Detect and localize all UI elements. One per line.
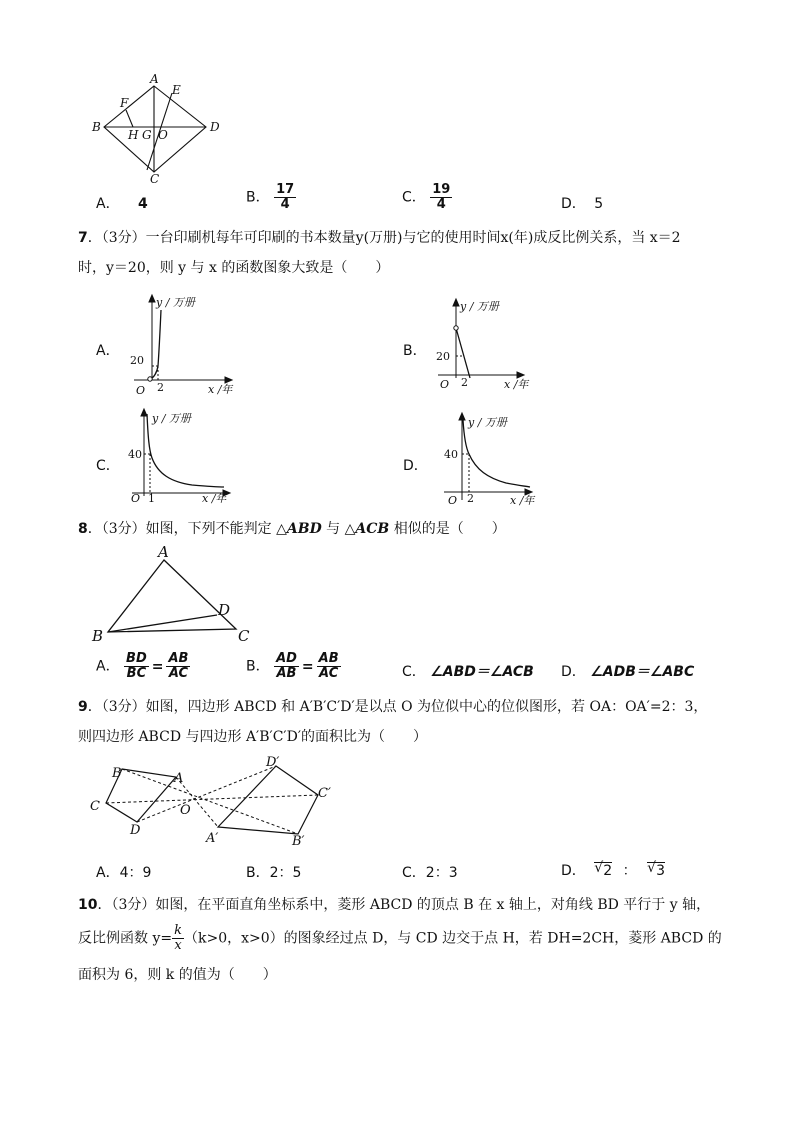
q9-option-a[interactable]: A．4：9 [96, 865, 152, 881]
svg-text:A: A [158, 544, 169, 561]
point-g-label: G [142, 128, 152, 142]
svg-text:D′: D′ [266, 755, 280, 770]
svg-text:40: 40 [128, 448, 142, 461]
fraction: $\frac{BD}{BC}$ [126, 651, 147, 681]
svg-text:O: O [180, 803, 191, 818]
sqrt-2: √ 2 [594, 860, 613, 879]
fraction: $\frac{AB}{AC}$ [168, 651, 189, 681]
svg-text:D: D [218, 601, 231, 619]
q9-option-c[interactable]: C．2：3 [402, 865, 458, 881]
svg-text:A′: A′ [206, 831, 219, 846]
q7-stem-line1: 7．（3分）一台印刷机每年可印刷的书本数量y(万册)与它的使用时间x(年)成反比例关系，当 x＝2 [78, 230, 681, 246]
q8-stem: 8．（3分）如图，下列不能判定 △ABD 与 △ACB 相似的是（ ） [78, 521, 506, 537]
svg-text:2: 2 [461, 376, 468, 389]
q7-option-a-label[interactable]: A． [96, 343, 120, 359]
svg-text:y / 万册: y / 万册 [460, 300, 499, 313]
q10-stem-line2: 反比例函数 y= $\frac{k}{x}$ （k>0，x>0）的图象经过点 D，与 CD 边交于点 H，若 DH=2CH，菱形 ABCD 的 [78, 923, 722, 953]
svg-text:x /年: x /年 [202, 492, 227, 505]
svg-text:C: C [90, 799, 100, 814]
svg-text:B: B [112, 766, 122, 781]
svg-text:O: O [136, 384, 146, 396]
svg-text:O: O [440, 378, 450, 391]
svg-text:B: B [92, 627, 104, 645]
svg-text:C′: C′ [318, 786, 331, 801]
q7-option-b-label[interactable]: B． [403, 343, 427, 359]
q8-option-a[interactable]: A． $\frac{BD}{BC}$ = $\frac{AB}{AC}$ [96, 651, 189, 681]
point-f-label: F [120, 96, 129, 110]
fraction-k-over-x: $\frac{k}{x}$ [174, 923, 182, 953]
svg-text:x /年: x /年 [208, 383, 233, 396]
q9-option-d[interactable]: D． √ 2 ： √ 3 [561, 860, 665, 879]
q7-graph-d[interactable] [438, 410, 542, 508]
svg-text:20: 20 [130, 354, 144, 367]
point-c-label: C [150, 172, 160, 184]
q8-option-b[interactable]: B． $\frac{AD}{AB}$ = $\frac{AB}{AC}$ [246, 651, 339, 681]
q7-option-d-label[interactable]: D． [403, 458, 428, 474]
svg-text:2: 2 [157, 381, 164, 394]
q6-rhombus-figure [88, 72, 228, 184]
q10-stem-line3: 面积为 6，则 k 的值为（ ） [78, 967, 277, 983]
q9-stem-line2: 则四边形 ABCD 与四边形 A′B′C′D′的面积比为（ ） [78, 729, 427, 745]
svg-text:1: 1 [148, 492, 155, 505]
point-d-label: D [210, 120, 220, 134]
svg-text:2: 2 [467, 492, 474, 505]
q6-option-d[interactable]: D． 5 [561, 196, 604, 212]
point-a-label: A [150, 72, 159, 86]
fraction: $\frac{19}{4}$ [432, 182, 451, 212]
q6-option-a[interactable]: A． 4 [96, 196, 148, 212]
q10-stem-line1: 10．（3分）如图，在平面直角坐标系中，菱形 ABCD 的顶点 B 在 x 轴上，对角线 BD 平行于 y 轴， [78, 897, 711, 913]
q8-triangle-figure [88, 544, 258, 648]
q7-graph-c[interactable] [126, 406, 240, 506]
q9-homothety-figure [86, 752, 346, 852]
q9-option-b[interactable]: B．2：5 [246, 865, 302, 881]
svg-text:B′: B′ [292, 834, 305, 849]
point-e-label: E [172, 83, 181, 97]
point-o-label: O [158, 128, 168, 142]
sqrt-3: √ 3 [647, 860, 665, 879]
svg-text:y / 万册: y / 万册 [156, 296, 195, 309]
q7-option-c-label[interactable]: C． [96, 458, 120, 474]
svg-text:D: D [130, 823, 141, 838]
q7-graph-a[interactable] [128, 292, 238, 396]
svg-text:A: A [174, 771, 184, 786]
svg-text:C: C [238, 627, 250, 645]
svg-text:y / 万册: y / 万册 [468, 416, 507, 429]
svg-text:O: O [448, 494, 458, 507]
q7-stem-line2: 时，y＝20，则 y 与 x 的函数图象大致是（ ） [78, 260, 390, 276]
svg-text:40: 40 [444, 448, 458, 461]
q6-option-b[interactable]: B． $\frac{17}{4}$ [246, 182, 295, 212]
point-h-label: H [128, 128, 139, 142]
svg-text:y / 万册: y / 万册 [152, 412, 191, 425]
svg-text:O: O [131, 492, 141, 505]
svg-text:x /年: x /年 [504, 378, 529, 391]
point-b-label: B [92, 120, 101, 134]
q8-option-d[interactable]: D． ∠ADB＝∠ABC [561, 664, 695, 680]
svg-text:x /年: x /年 [510, 494, 535, 507]
fraction: $\frac{17}{4}$ [276, 182, 295, 212]
q6-option-c[interactable]: C． $\frac{19}{4}$ [402, 182, 451, 212]
q9-stem-line1: 9．（3分）如图，四边形 ABCD 和 A′B′C′D′是以点 O 为位似中心的位似图形，若 OA：OA′=2：3， [78, 699, 708, 715]
q8-option-c[interactable]: C． ∠ABD＝∠ACB [402, 664, 534, 680]
fraction: $\frac{AD}{AB}$ [276, 651, 297, 681]
svg-text:20: 20 [436, 350, 450, 363]
q7-graph-b[interactable] [432, 296, 542, 392]
fraction: $\frac{AB}{AC}$ [318, 651, 339, 681]
